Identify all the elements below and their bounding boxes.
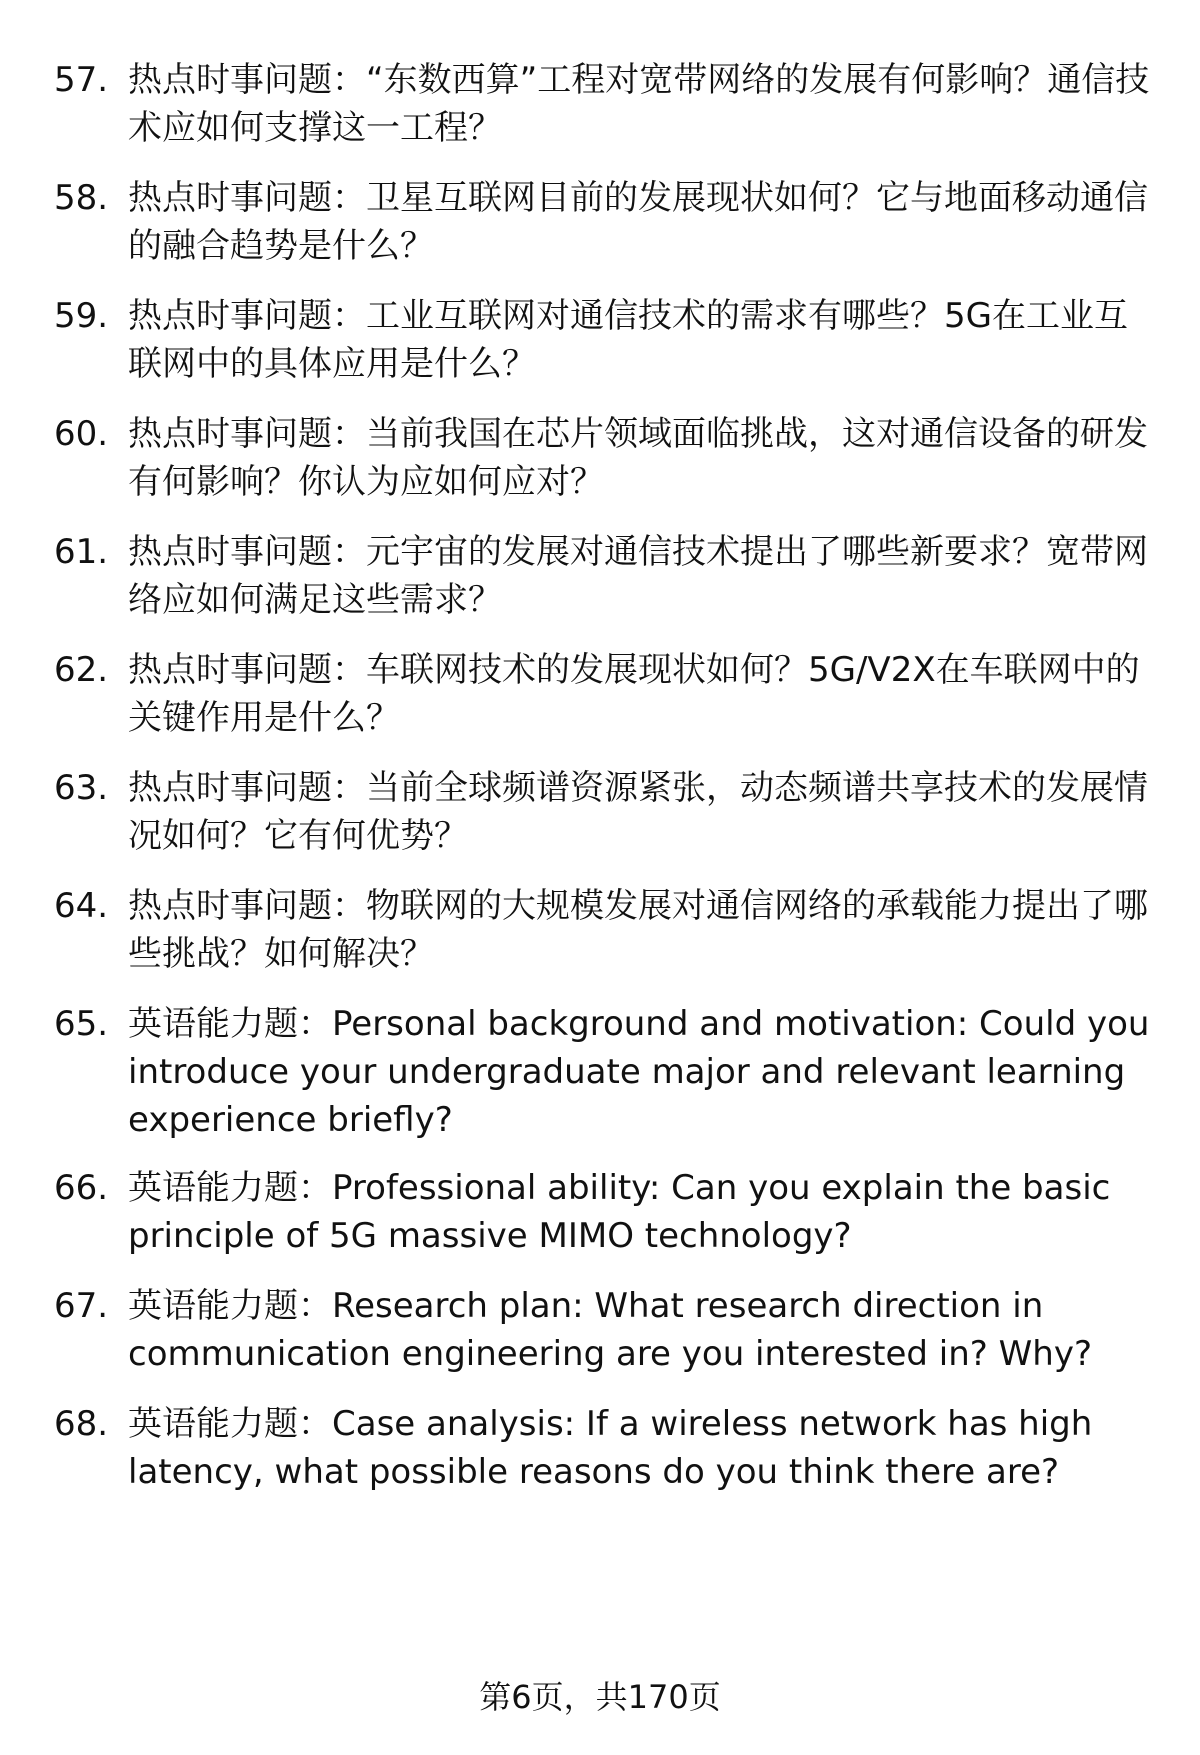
question-number: 67. bbox=[54, 1286, 109, 1326]
question-number: 65. bbox=[54, 1004, 109, 1044]
question-number: 58. bbox=[54, 178, 109, 218]
question-number: 57. bbox=[54, 60, 109, 100]
question-number: 60. bbox=[54, 414, 109, 454]
question-text: 热点时事问题：“东数西算”工程对宽带网络的发展有何影响？通信技术应如何支撑这一工程？ bbox=[128, 60, 1150, 148]
question-text: 热点时事问题：物联网的大规模发展对通信网络的承载能力提出了哪些挑战？如何解决？ bbox=[128, 886, 1148, 974]
question-number: 59. bbox=[54, 296, 109, 336]
question-text: 热点时事问题：当前我国在芯片领域面临挑战，这对通信设备的研发有何影响？你认为应如何应对？ bbox=[128, 414, 1148, 502]
question-number: 68. bbox=[54, 1404, 109, 1444]
question-number: 62. bbox=[54, 650, 109, 690]
question-text: 英语能力题：Case analysis: If a wireless network has high latency, what possible reasons do you think there are? bbox=[128, 1404, 1093, 1492]
question-text: 热点时事问题：元宇宙的发展对通信技术提出了哪些新要求？宽带网络应如何满足这些需求？ bbox=[128, 532, 1148, 620]
question-text: 英语能力题：Research plan: What research direction in communication engineering are you interested in? Why? bbox=[128, 1286, 1092, 1374]
question-number: 61. bbox=[54, 532, 109, 572]
question-text: 热点时事问题：车联网技术的发展现状如何？5G/V2X在车联网中的关键作用是什么？ bbox=[128, 650, 1140, 738]
question-number: 63. bbox=[54, 768, 109, 808]
question-text: 热点时事问题：工业互联网对通信技术的需求有哪些？5G在工业互联网中的具体应用是什么？ bbox=[128, 296, 1128, 384]
question-text: 英语能力题：Personal background and motivation: Could you introduce your undergraduate major and relevant learning experience briefly? bbox=[128, 1004, 1150, 1140]
page-number-footer: 第6页，共170页 bbox=[479, 1678, 721, 1716]
question-number: 66. bbox=[54, 1168, 109, 1208]
question-number: 64. bbox=[54, 886, 109, 926]
question-text: 热点时事问题：当前全球频谱资源紧张，动态频谱共享技术的发展情况如何？它有何优势？ bbox=[128, 768, 1148, 856]
question-text: 英语能力题：Professional ability: Can you explain the basic principle of 5G massive MIMO technology? bbox=[128, 1168, 1111, 1256]
question-text: 热点时事问题：卫星互联网目前的发展现状如何？它与地面移动通信的融合趋势是什么？ bbox=[128, 178, 1148, 266]
